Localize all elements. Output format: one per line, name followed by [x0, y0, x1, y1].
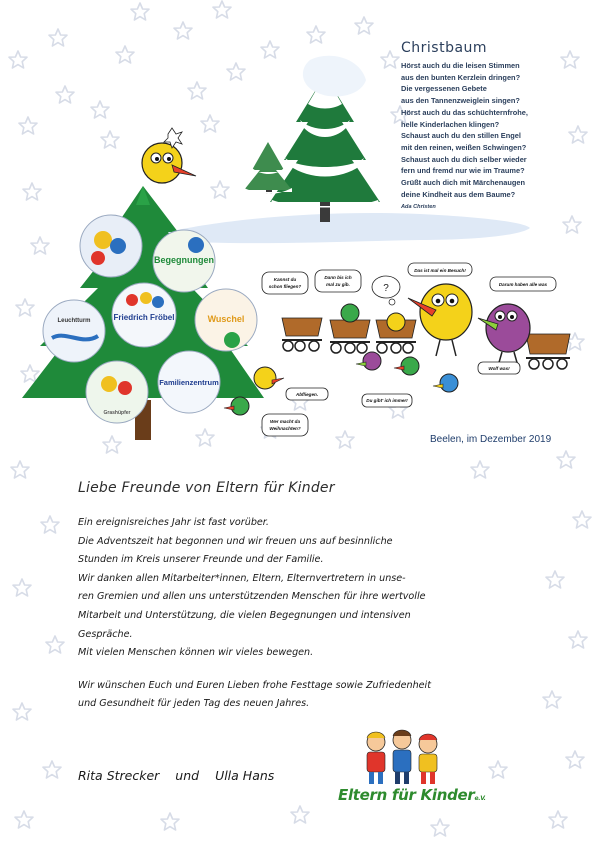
signature-connector: und — [175, 768, 200, 783]
small-snowy-tree — [244, 142, 292, 194]
poem-block — [401, 40, 581, 210]
letter-line: ren Gremien und allen uns unterstützenden Menschen für ihre wertvolle — [78, 591, 426, 603]
small-bird-yellow-orange — [254, 367, 284, 389]
letter-line: Mitarbeit und Unterstützung, die vielen Begegnungen und intensiven — [78, 609, 411, 621]
small-bird-purple — [356, 352, 381, 370]
speech-bubble-4 — [490, 277, 556, 291]
ornament-4-label: Wuschel — [207, 314, 245, 324]
wagon-2 — [330, 304, 370, 353]
bubble-8-line-2: Weihnachten? — [269, 426, 301, 431]
poem-line: deine Kindheit aus dem Baume? — [401, 189, 516, 199]
ornament-7-label: Grashüpfer — [103, 410, 131, 416]
small-birds — [224, 352, 458, 415]
purple-bird — [478, 304, 530, 366]
logo-text — [338, 786, 486, 804]
poem-title: Christbaum — [401, 40, 488, 56]
speech-bubble-1 — [262, 272, 308, 294]
ornament-2-label: Begegnungen — [154, 255, 214, 265]
bubble-2-line-1: Dann bis ich — [324, 275, 352, 280]
logo-name: Eltern für Kinder — [338, 786, 475, 804]
speech-bubble-3 — [408, 263, 472, 276]
small-bird-green — [394, 357, 419, 375]
poem-line: aus den bunten Kerzlein dringen? — [401, 72, 521, 82]
signatures — [78, 768, 286, 783]
ornament-5 — [43, 300, 105, 362]
ornament-3 — [112, 283, 176, 347]
poem-author: Ada Christen — [401, 204, 436, 211]
snowy-fir-tree — [270, 56, 380, 222]
wagon-3 — [376, 313, 416, 353]
letter-paragraph-1 — [78, 514, 548, 663]
small-bird-green-2 — [224, 397, 249, 415]
poem-line: Schaust auch du den stillen Engel — [401, 131, 521, 141]
bubble-7-line-1: Abfliegen. — [295, 392, 319, 397]
bubble-3-line-1: Das ist mal ein Besuch! — [414, 268, 466, 273]
bubble-8-line-1: Wer macht da — [269, 419, 301, 424]
poem-line: Hörst auch du das schüchternfrohe, — [401, 107, 528, 117]
ornament-6-label: Familienzentrum — [159, 378, 219, 387]
speech-bubble-7 — [286, 388, 328, 400]
poem-line: Schaust auch du dich selber wieder — [401, 154, 527, 164]
poem-line: aus den Tannenzweiglein singen? — [401, 96, 520, 106]
bubble-5-line-1: Wolf was! — [488, 366, 510, 371]
small-bird-blue — [433, 374, 458, 392]
ornament-4 — [195, 289, 257, 351]
ornament-5-label: Leuchtturm — [57, 318, 91, 324]
letter-body — [78, 480, 548, 728]
letter-line: und Gesundheit für jeden Tag des neuen Jahres. — [78, 698, 310, 710]
poem-line: mit den reinen, weißen Schwingen? — [401, 142, 527, 152]
letter-line: Wir wünschen Euch und Euren Lieben frohe Festtage sowie Zufriedenheit — [78, 679, 431, 691]
ornament-7 — [86, 361, 148, 423]
poem-line: Grüßt auch dich mit Märchenaugen — [401, 178, 526, 188]
thought-bubble — [372, 276, 400, 305]
salutation: Liebe Freunde von Eltern für Kinder — [78, 480, 335, 496]
snow-ground — [168, 213, 530, 243]
letter-paragraph-2 — [78, 677, 548, 714]
speech-bubble-6 — [362, 394, 412, 407]
ornament-3-label: Friedrich Fröbel — [113, 313, 175, 322]
wagon-1 — [282, 318, 322, 351]
question-mark-icon: ? — [383, 283, 389, 294]
poem-line: Die vergessenen Gebete — [401, 84, 487, 94]
poem-line: helle Kinderlachen klingen? — [401, 119, 500, 129]
poem-lines — [401, 60, 581, 200]
speech-bubble-8 — [262, 414, 308, 436]
poem-line: fern und fremd nur wie im Traume? — [401, 166, 525, 176]
wagon-4 — [526, 334, 570, 369]
speech-bubble-2 — [315, 270, 361, 292]
ornament-6 — [158, 351, 220, 413]
signature-name-1: Rita Strecker — [78, 768, 160, 783]
ornament-2 — [153, 230, 215, 292]
speech-bubble-5 — [478, 362, 520, 374]
ornament-1 — [80, 215, 142, 277]
big-yellow-bird — [408, 284, 472, 356]
signature-name-2: Ulla Hans — [215, 768, 275, 783]
bubble-1-line-1: Kannst du — [273, 277, 297, 282]
dateline: Beelen, im Dezember 2019 — [430, 434, 552, 445]
letter-line: Wir danken allen Mitarbeiter*innen, Eltern, Elternvertretern in unse- — [78, 572, 406, 584]
yellow-bird-on-tree — [142, 128, 196, 183]
logo-suffix: e.V. — [474, 795, 486, 802]
bubble-6-line-1: Du gibt' ich immer! — [366, 398, 408, 403]
letter-line: Stunden im Kreis unserer Freunde und der Familie. — [78, 554, 324, 566]
bubble-2-line-2: mal zu gib. — [326, 282, 350, 287]
bubble-4-line-1: Darum haben alle was — [498, 282, 548, 287]
poem-line: Hörst auch du die leisen Stimmen — [401, 61, 520, 70]
logo-children-icon — [367, 730, 437, 784]
letter-line: Mit vielen Menschen können wir vieles bewegen. — [78, 647, 314, 659]
letter-line: Die Adventszeit hat begonnen und wir freuen uns auf besinnliche — [78, 535, 393, 547]
letter-line: Ein ereignisreiches Jahr ist fast vorüber. — [78, 517, 269, 528]
letter-line: Gespräche. — [78, 628, 133, 640]
bubble-1-line-2: schon fliegen? — [268, 284, 302, 289]
